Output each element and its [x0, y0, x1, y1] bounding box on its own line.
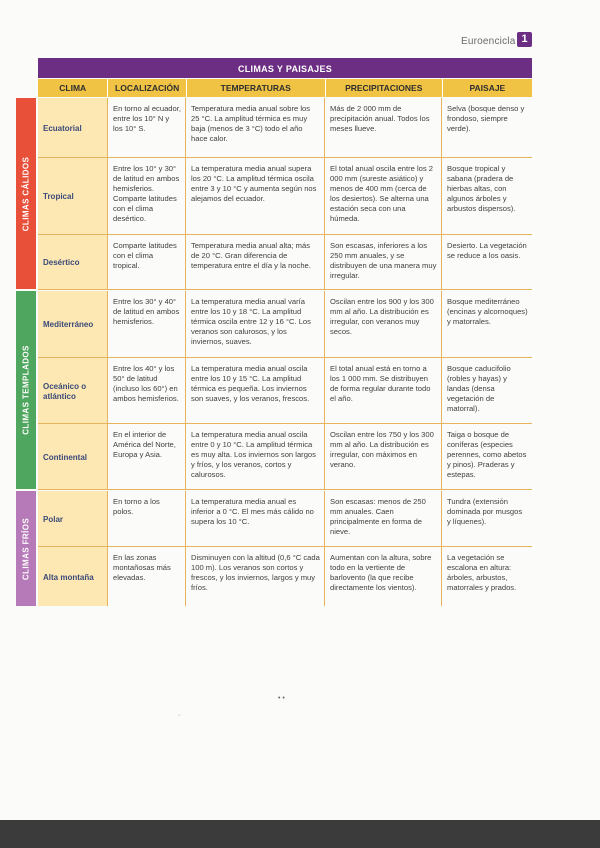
precipitaciones-cell: Aumentan con la altura, sobre todo en la vertiente de barlovento (la que recibe directamente los vientos). — [325, 547, 442, 606]
paisaje-cell: Bosque mediterráneo (encinas y alcornoques) y matorrales. — [447, 297, 528, 326]
localizacion-cell: En el interior de América del Norte, Europa y Asia. — [108, 424, 186, 489]
paisaje-cell: Tundra (extensión dominada por musgos y líquenes). — [447, 497, 523, 526]
paisaje-cell: Bosque caducifolio (robles y hayas) y landas (densa vegetación de matorral). — [447, 364, 511, 413]
temperaturas-cell: Temperatura media anual alta; más de 20 °C. Gran diferencia de temperatura entre el día y la noche. — [186, 235, 325, 289]
scan-speck: · — [178, 712, 181, 719]
paisaje-cell: Selva (bosque denso y frondoso, siempre verde). — [447, 104, 525, 133]
table-row — [38, 358, 532, 424]
precipitaciones-cell: Son escasas: menos de 250 mm anuales. Caen principalmente en forma de nieve. — [325, 491, 442, 546]
group-label: CLIMAS FRÍOS — [21, 517, 31, 580]
clima-name: Polar — [38, 491, 108, 546]
group-climas-calidos — [16, 98, 36, 289]
table-row — [38, 291, 532, 358]
precipitaciones-cell: Son escasas, inferiores a los 250 mm anuales, y se distribuyen de una manera muy irregular. — [325, 235, 442, 289]
column-header-temperaturas: TEMPERATURAS — [187, 79, 326, 97]
precipitaciones-cell: Más de 2 000 mm de precipitación anual. Todos los meses llueve. — [325, 98, 442, 157]
precipitaciones-cell: El total anual oscila entre los 2 000 mm (sureste asiático) y menos de 400 mm (cerca de los desiertos). Se alterna una estación seca con una húmeda. — [325, 158, 442, 234]
table-header-row — [38, 79, 532, 97]
scan-bottom-band — [0, 820, 600, 848]
paisaje-cell: La vegetación se escalona en altura: árboles, arbustos, matorrales y prados. — [447, 553, 517, 592]
climate-table — [14, 58, 536, 608]
localizacion-cell: Comparte latitudes con el clima tropical. — [108, 235, 186, 289]
group-label: CLIMAS TEMPLADOS — [21, 345, 31, 435]
temperaturas-cell: La temperatura media anual varía entre los 10 y 18 °C. La amplitud térmica oscila entre 12 y 16 °C. Los veranos son calurosos, y los inviernos, suaves. — [186, 291, 325, 357]
column-header-paisaje: PAISAJE — [469, 83, 506, 93]
clima-name: Oceánico o atlántico — [38, 358, 108, 423]
scan-speck: • • — [278, 695, 285, 702]
clima-name: Alta montaña — [38, 547, 108, 606]
temperaturas-cell: Temperatura media anual sobre los 25 °C. La amplitud térmica es muy baja (menos de 3 °C) todo el año hace calor. — [186, 98, 325, 157]
column-header-precipitaciones: PRECIPITACIONES — [326, 79, 443, 97]
localizacion-cell: Entre los 30° y 40° de latitud en ambos hemisferios. — [108, 291, 186, 357]
precipitaciones-cell: El total anual está en torno a los 1 000 mm. Se distribuyen de forma regular durante todo el año. — [325, 358, 442, 423]
group-climas-frios — [16, 491, 36, 606]
temperaturas-cell: La temperatura media anual oscila entre 0 y 10 °C. La amplitud térmica es muy alta. Los inviernos son largos y fríos, y los veranos, cortos y calurosos. — [186, 424, 325, 489]
paisaje-cell: Taiga o bosque de coníferas (especies perennes, como abetos y pinos). Praderas y estepas. — [447, 430, 527, 479]
temperaturas-cell: La temperatura media anual oscila entre los 10 y 15 °C. La amplitud térmica es pequeña. Los inviernos son suaves, y los veranos, frescos. — [186, 358, 325, 423]
clima-name: Desértico — [38, 235, 108, 289]
table-row — [38, 235, 532, 290]
group-label: CLIMAS CÁLIDOS — [21, 156, 31, 231]
localizacion-cell: En torno a los polos. — [108, 491, 186, 546]
group-climas-templados — [16, 291, 36, 489]
temperaturas-cell: La temperatura media anual supera los 20 °C. La amplitud térmica oscila entre 3 y 10 °C y aumenta según nos alejamos del ecuador. — [186, 158, 325, 234]
paisaje-cell: Bosque tropical y sabana (pradera de hierbas altas, con algunos árboles y arbustos dispersos). — [447, 164, 516, 213]
table-title: CLIMAS Y PAISAJES — [38, 58, 532, 78]
table-row — [38, 547, 532, 606]
temperaturas-cell: La temperatura media anual es inferior a 0 °C. El mes más cálido no supera los 10 °C. — [186, 491, 325, 546]
precipitaciones-cell: Oscilan entre los 750 y los 300 mm al año. La distribución es irregular, con máximos en verano. — [325, 424, 442, 489]
precipitaciones-cell: Oscilan entre los 900 y los 300 mm al año. La distribución es irregular, con veranos muy secos. — [325, 291, 442, 357]
page-number-badge: 1 — [517, 32, 532, 47]
clima-name: Ecuatorial — [38, 98, 108, 157]
column-header-clima: CLIMA — [38, 79, 108, 97]
clima-name: Continental — [38, 424, 108, 489]
table-row — [38, 424, 532, 490]
table-row — [38, 158, 532, 235]
unit-header-label: Euroencicla — [461, 36, 516, 47]
clima-name: Tropical — [38, 158, 108, 234]
temperaturas-cell: Disminuyen con la altitud (0,6 °C cada 100 m). Los veranos son cortos y frescos, y los inviernos, largos y muy fríos. — [186, 547, 325, 606]
column-header-localizacion: LOCALIZACIÓN — [108, 79, 186, 97]
localizacion-cell: Entre los 10° y 30° de latitud en ambos hemisferios. Comparte latitudes con el clima desértico. — [108, 158, 186, 234]
table-row — [38, 491, 532, 547]
table-row — [38, 98, 532, 158]
localizacion-cell: En torno al ecuador, entre los 10° N y los 10° S. — [108, 98, 186, 157]
paisaje-cell: Desierto. La vegetación se reduce a los oasis. — [447, 241, 527, 260]
localizacion-cell: En las zonas montañosas más elevadas. — [108, 547, 186, 606]
clima-name: Mediterráneo — [38, 291, 108, 357]
localizacion-cell: Entre los 40° y los 50° de latitud (incluso los 60°) en ambos hemisferios. — [108, 358, 186, 423]
